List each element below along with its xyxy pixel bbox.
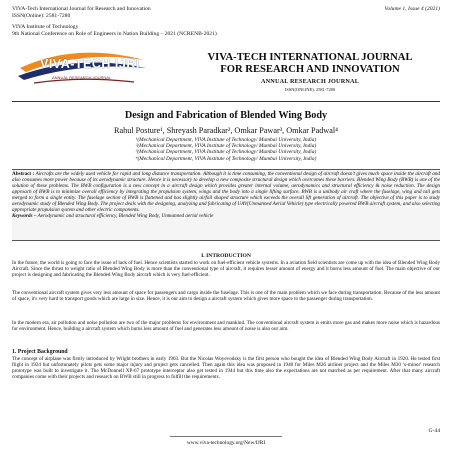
- section-heading-introduction: I. INTRODUCTION: [201, 253, 251, 259]
- abstract-text: Aircrafts are the widely used vehicle for rapid and long distance transportation. Although it is time consuming, the conventional design of aircraft doesn't gives much space inside the aircraft and also consumes more power because of its aerodynamic structure. Hence it is necessary to develop a new composite structural design which overcomes these barriers. Blended Wing Body (BWB) is one of the solution of these problems. The BWB configuration is a new concept in a aircraft design which provides greater internal volume, aerodynamics and structural efficiency & noise reduction. The design approach of BWB is to minimize overall efficiency by integrating the propulsion system, wings and the body into a single lifting surface. BWB is a unibody air craft where the fuselage, wing and tail gets merged to form a single entity. The fuselage section of BWB is flattened and has slightly airfoil shaped structure which exceeds the overall lift generation of aircraft. The objective of this paper is to study aerodynamic study of Blended Wing Body. The project deals with the designing, analyzing and fabricating of UAV(Unmanned Aerial Vehicle) type electrically powered BWB aircraft system, and also selecting appropriate propulsion system and other electric components.: [12, 171, 440, 214]
- journal-name-header: VIVA-Tech International Journal for Research and Innovation: [12, 6, 151, 12]
- affiliation-4: ⁴(Mechanical Department, VIVA Institute of Technology/ Mumbai University, India): [135, 155, 317, 162]
- abstract: [12, 171, 440, 219]
- background-paragraph: The concept of airplane was firstly introduced by Wright brothers in early 1903. But the Nicolas Woyevodsky is the first person who bought the idea of Blended Wing Body Aircraft in 1920. He tested first flight in 1924 but unfortunately pilots gets some major injury and project gets cancelled. Then again this idea was proposed in 1940 for Miles M26 airliner project and the Miles M30 'x-minor' research prototype was built to investigate it. The McDonnell XP-67 prototype interceptor also get tested in 1944 but this time also the expectations are not matched as per requirement. After that many aircraft companies come with their projects and research on BWB still in progress to fulfill the requirements.: [12, 356, 440, 381]
- journal-banner-subtitle: ANNUAL RESEARCH JOURNAL: [260, 78, 360, 85]
- issn-header: ISSN(Online): 2581-7280: [12, 12, 71, 19]
- page-number: G-44: [428, 428, 440, 434]
- author-list: Rahul Posture¹, Shreyash Paradkar², Omkar Pawar³, Omkar Padwal⁴: [114, 126, 338, 135]
- journal-logo: [16, 46, 148, 86]
- logo-text: VIVA-TECH IJRI: [40, 57, 140, 71]
- affiliation-1: ¹(Mechanical Department, VIVA Institute of Technology/ Mumbai University, India): [135, 137, 317, 143]
- journal-banner-issn: ISSN(ONLINE): 2581-7280: [284, 87, 336, 92]
- journal-title-line2: FOR RESEARCH AND INNOVATION: [220, 64, 400, 75]
- institute-name: VIVA Institute of Technology: [12, 24, 79, 30]
- intro-paragraph-1: In the future, the world is going to face the issue of lack of fuel. Hence scientists started to work on fuel-efficient vehicle systems. In a aviation field scientists are come up with the idea of Blended Wing Body Aircraft. Since the thrust to weight ratio of Blended Wing Body is more than the conventional type of aircraft, it requires lesser amount of energy and it burns less amount of fuel. The main objective of our project is designing and fabricating the Blended Wing Body aircraft which is very fuel-efficient.: [12, 260, 441, 279]
- footer-url[interactable]: www.viva-technology.org/New/IJRI: [186, 440, 266, 446]
- conference-name: 9th National Conference on Role of Engineers in Nation Building – 2021 (NCRENB-2021): [12, 30, 217, 37]
- logo-tagline: ANNUAL RESEARCH JOURNAL: [52, 75, 112, 80]
- journal-banner-title: [175, 52, 445, 76]
- affiliation-3: ³(Mechanical Department, VIVA Institute of Technology/ Mumbai University, India): [135, 149, 317, 156]
- abstract-label: Abstract :: [12, 171, 35, 177]
- intro-paragraph-2: The conventional aircraft system gives very less amount of space for passengers and cargo inside the fuselage. This is one of the main problem which we face during transportation. Because of the less amount of space, it's very hard to transport goods which are large in size. Hence, it is our aim to design a aircraft system which gives more space to the passenger during transportation.: [12, 290, 440, 303]
- subsection-heading-project-background: 1. Project Background: [12, 349, 68, 355]
- journal-title-line1: VIVA-TECH INTERNATIONAL JOURNAL: [207, 52, 413, 63]
- affiliation-2: ²(Mechanical Department, VIVA Institute of Technology/ Mumbai University, India): [135, 143, 317, 150]
- keywords-label: Keywords –: [12, 213, 37, 220]
- footer-divider: [170, 436, 282, 437]
- volume-issue: Volume 1, Issue 4 (2021): [384, 6, 440, 12]
- intro-paragraph-3: In the modern era, air pollution and noise pollution are two of the major problems for environment and mankind. The conventional aircraft system is emits more gas and makes more noise which is hazardous for environment. Hence, building a aircraft system which burns less amount of fuel and generates less amount of noise is also our aim.: [12, 320, 440, 333]
- paper-title: Design and Fabrication of Blended Wing Body: [124, 110, 328, 121]
- header-divider: [12, 101, 440, 102]
- keywords-text: Aerodynamic and structural efficiency, Blended Wing Body, Unmanned aerial vehicle: [37, 213, 214, 220]
